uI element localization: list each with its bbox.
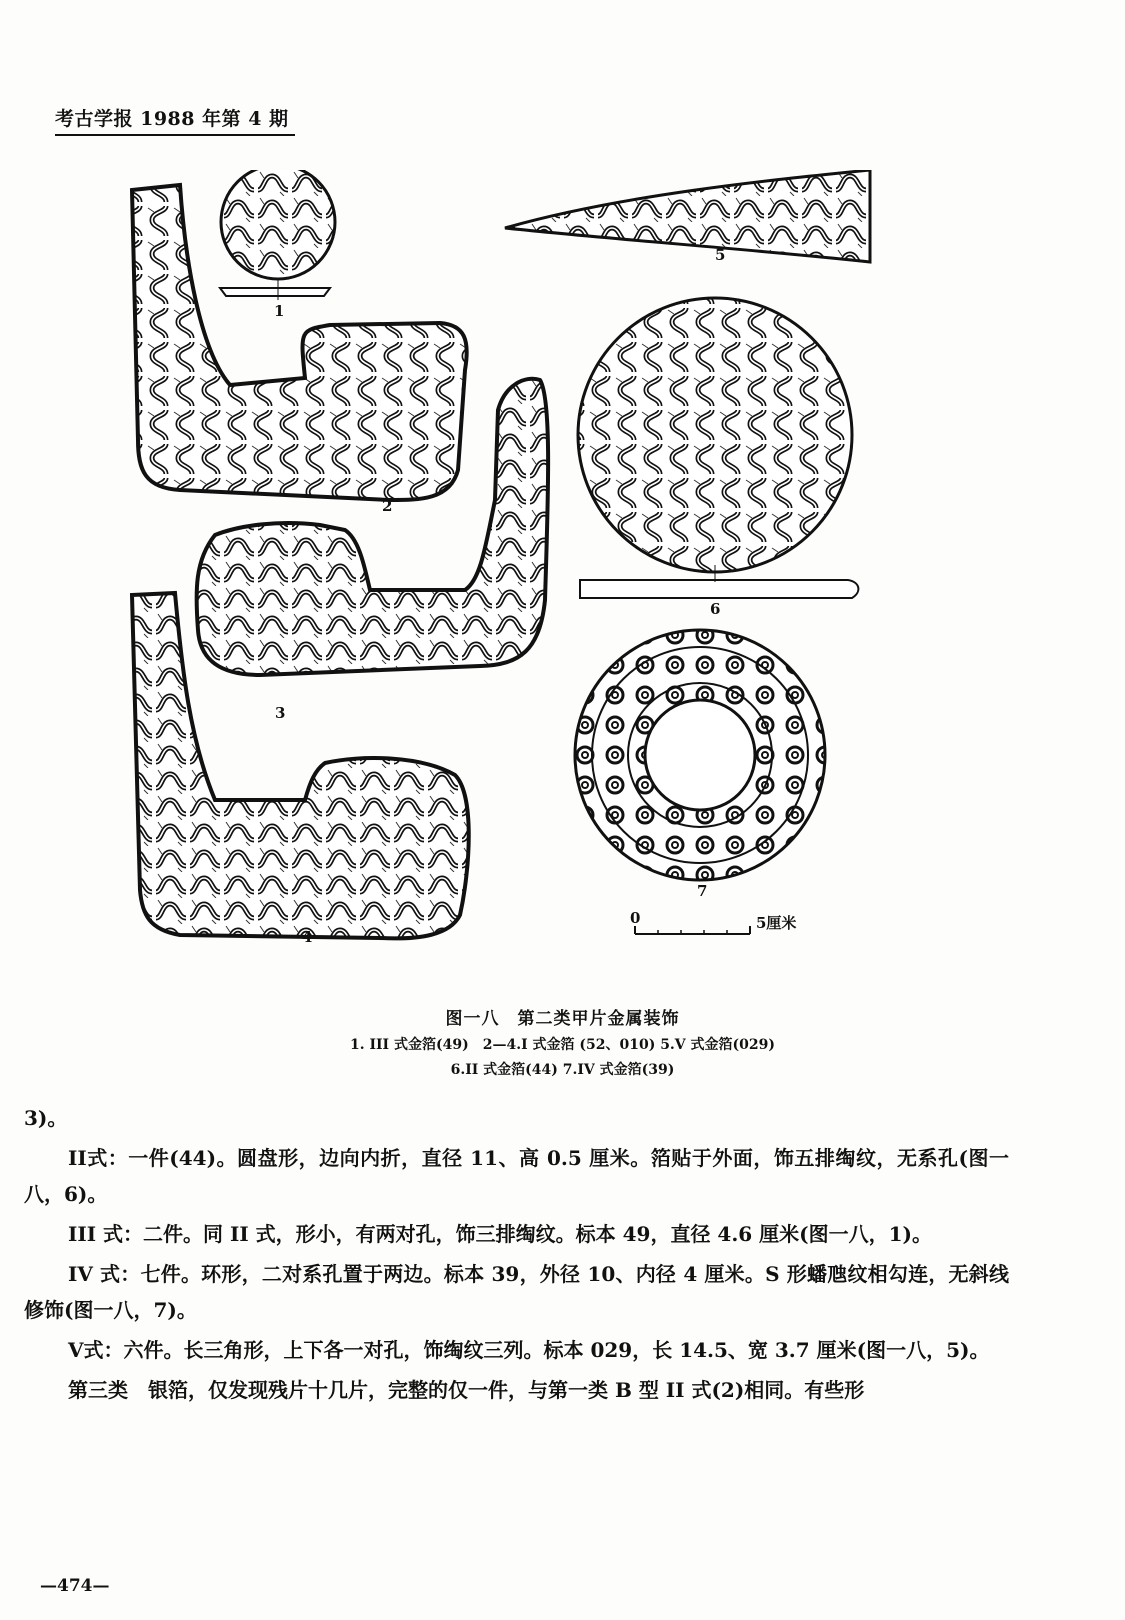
paragraph: III 式：二件。同 II 式，形小，有两对孔，饰三排绹纹。标本 49，直径 4.6 厘米(图一八，1)。 xyxy=(68,1222,933,1246)
paragraph: IV 式：七件。环形，二对系孔置于两边。标本 39，外径 10、内径 4 厘米。S 形蟠虺纹相勾连，无斜线修饰(图一八，7)。 xyxy=(24,1262,1009,1322)
item-7-ring xyxy=(575,630,825,880)
label-1: 1 xyxy=(274,302,285,320)
figure-18 xyxy=(120,170,910,970)
label-5: 5 xyxy=(715,246,726,264)
paragraph: 3)。 xyxy=(24,1106,68,1130)
figure-caption-title: 图一八 第二类甲片金属装饰 xyxy=(445,1009,680,1029)
item-6-disc xyxy=(578,298,858,598)
running-head: 考古学报 1988 年第 4 期 xyxy=(55,104,295,136)
figure-caption-line-2: 6.II 式金箔(44) 7.IV 式金箔(39) xyxy=(450,1062,675,1078)
item-5-triangle xyxy=(505,170,870,262)
scale-end: 5厘米 xyxy=(756,914,797,932)
body-text xyxy=(24,1100,1009,1412)
label-3: 3 xyxy=(275,704,286,722)
label-7: 7 xyxy=(697,882,708,900)
paragraph: 第三类 银箔，仅发现残片十几片，完整的仅一件，与第一类 B 型 II 式(2)相同。有些形 xyxy=(68,1378,865,1402)
label-4: 4 xyxy=(302,928,313,946)
scale-bar xyxy=(630,909,796,934)
scale-zero: 0 xyxy=(630,909,641,927)
label-6: 6 xyxy=(710,600,721,618)
page-number: —474— xyxy=(40,1576,110,1596)
paragraph: II式：一件(44)。圆盘形，边向内折，直径 11、高 0.5 厘米。箔贴于外面，饰五排绹纹，无系孔(图一八，6)。 xyxy=(24,1146,1009,1206)
label-2: 2 xyxy=(382,497,393,515)
paragraph: V式：六件。长三角形，上下各一对孔，饰绹纹三列。标本 029，长 14.5、宽 3.7 厘米(图一八，5)。 xyxy=(68,1338,990,1362)
figure-caption-line-1: 1. III 式金箔(49) 2—4.I 式金箔 (52、010) 5.V 式金箔(029) xyxy=(349,1037,776,1053)
item-1-disc xyxy=(220,170,335,300)
